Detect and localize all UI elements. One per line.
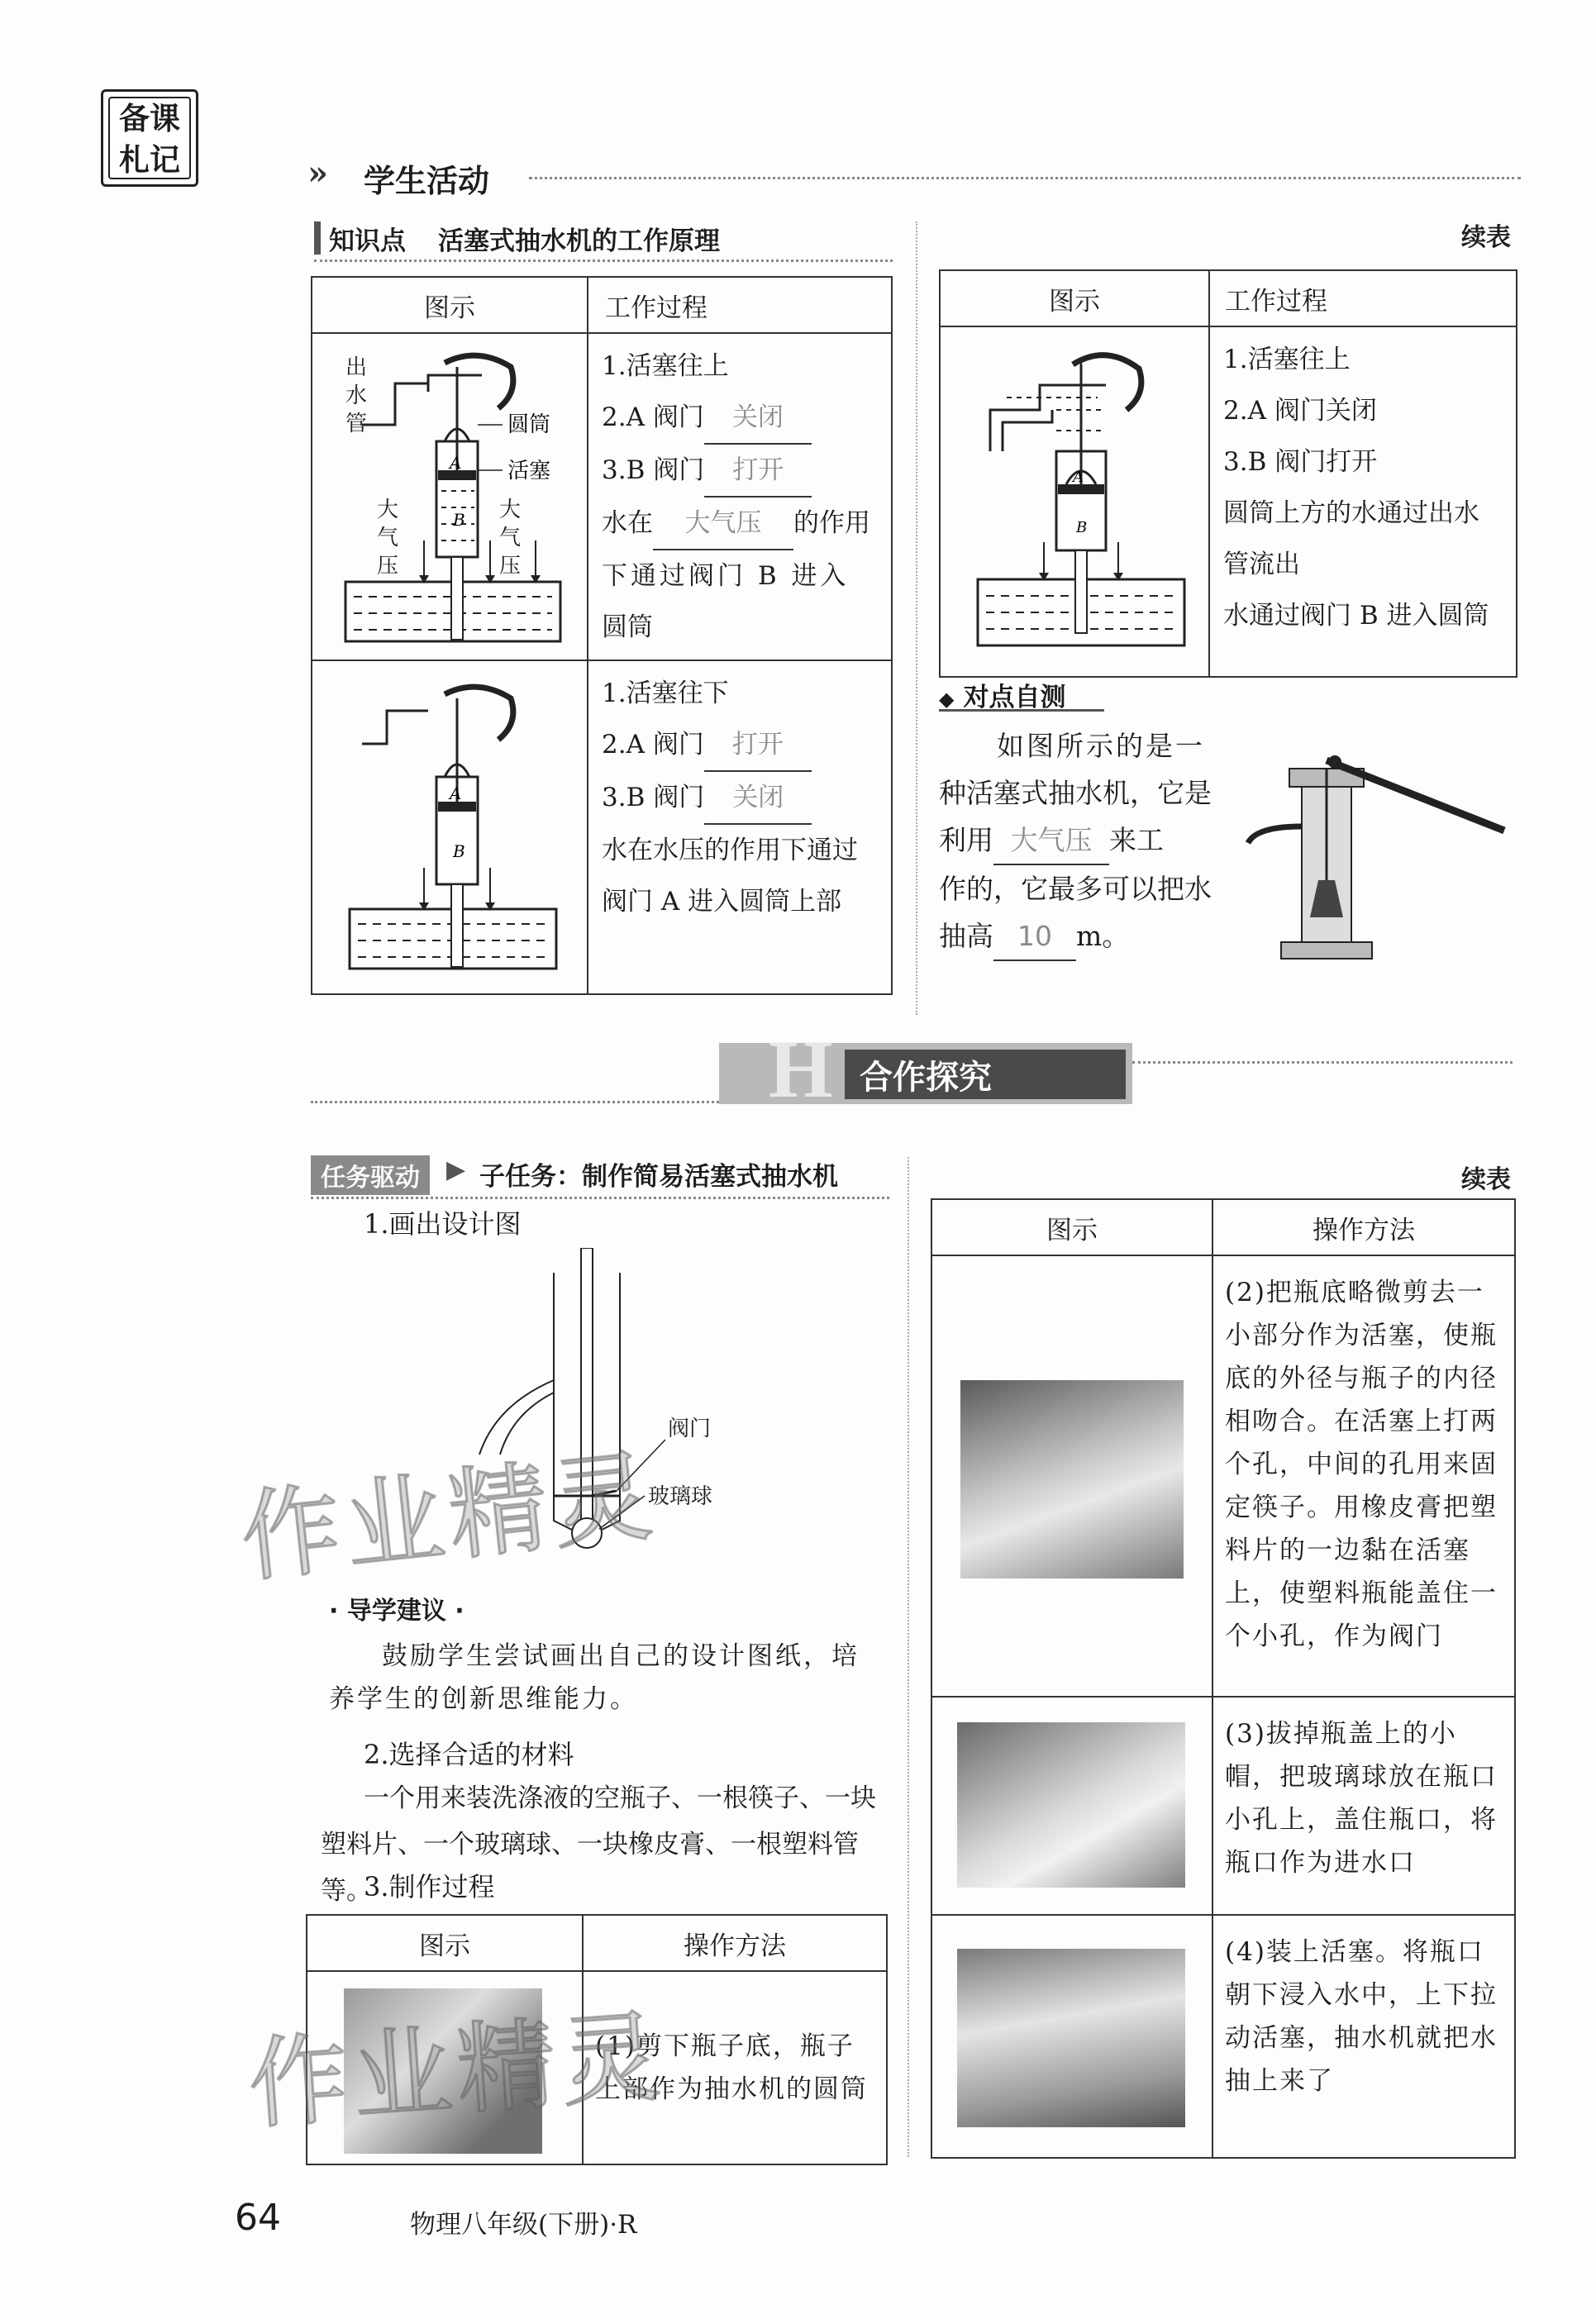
header-divider bbox=[529, 177, 1521, 179]
double-chevron-icon: » bbox=[307, 154, 328, 193]
op-3-text: (3)拔掉瓶盖上的小帽，把玻璃球放在瓶口小孔上，盖住瓶口，将瓶口作为进水口 bbox=[1225, 1719, 1498, 1878]
column-separator-lower bbox=[908, 1157, 909, 2157]
knowledge-point-label: 知识点 bbox=[329, 226, 406, 256]
row2-step2-answer: 打开 bbox=[704, 719, 812, 772]
page-number: 64 bbox=[235, 2197, 281, 2239]
process-cell-down bbox=[588, 660, 892, 994]
figure-cell-up bbox=[312, 333, 588, 660]
photo-cell-2 bbox=[931, 1255, 1212, 1697]
row2-step3: 3.B 阀门 关闭 bbox=[602, 772, 878, 825]
hand-pump-illustration bbox=[1232, 736, 1513, 967]
row1-step6: 圆筒 bbox=[602, 612, 653, 642]
photo-glass-ball bbox=[957, 1722, 1185, 1888]
principle-table-left bbox=[311, 276, 893, 995]
step-2-heading: 2.选择合适的材料 bbox=[364, 1739, 574, 1770]
materials-text: 一个用来装洗涤液的空瓶子、一根筷子、一块 塑料片、一个玻璃球、一块橡皮膏、一根塑料管等。 bbox=[321, 1783, 876, 1906]
row3-step3: 3.B 阀门打开 bbox=[1223, 447, 1378, 477]
diamond-icon: ◆ bbox=[939, 688, 955, 711]
valve-a-label: A bbox=[1073, 469, 1084, 486]
cylinder-label: 圆筒 bbox=[507, 412, 551, 437]
step-1-heading: 1.画出设计图 bbox=[364, 1208, 522, 1240]
photo-pumping-water bbox=[957, 1949, 1185, 2127]
row1-step5: 下通过阀门 B 进入 bbox=[602, 561, 850, 591]
atmosphere-label-left: 大 气 压 bbox=[377, 498, 399, 579]
column-separator bbox=[916, 221, 917, 1015]
knowledge-point-bar bbox=[314, 221, 321, 255]
principle-table-right: 图示 工作过程 A B 1.活塞往上 2.A 阀门关闭 3.B 阀门打开 圆筒上方的水通过出水 管流出 水通过阀门 B 进入圆筒 bbox=[939, 269, 1517, 678]
margin-note-line2: 札记 bbox=[119, 142, 180, 178]
piston-label: 活塞 bbox=[507, 459, 551, 483]
knowledge-divider bbox=[314, 260, 893, 262]
row1-step3: 3.B 阀门 打开 bbox=[602, 445, 878, 498]
row3-step4: 圆筒上方的水通过出水 bbox=[1223, 498, 1479, 528]
step-3-heading: 3.制作过程 bbox=[364, 1871, 495, 1902]
continued-label-bottom: 续表 bbox=[1461, 1165, 1511, 1194]
subtask-title: 子任务：制作简易活塞式抽水机 bbox=[479, 1162, 838, 1192]
guide-text: 鼓励学生尝试画出自己的设计图纸，培 养学生的创新思维能力。 bbox=[329, 1641, 860, 1714]
row2-step4: 水在水压的作用下通过 bbox=[602, 836, 858, 865]
row3-step5: 管流出 bbox=[1223, 550, 1300, 579]
row1-step3-answer: 打开 bbox=[704, 445, 812, 498]
row2-step1: 1.活塞往下 bbox=[602, 679, 729, 708]
valve-label: 阀门 bbox=[668, 1417, 712, 1441]
op-cell-4 bbox=[1212, 1915, 1515, 2158]
banner-letter: H bbox=[769, 1023, 833, 1115]
process-table-right: 图示 操作方法 (2)把瓶底略微剪去一小部分作为活塞，使瓶底的外径与瓶子的内径相吻合。在活塞上打两个孔，中间的孔用来固定筷子。用橡皮膏把塑料片的一边黏在活塞上，使塑料瓶能盖住一个小孔，作为阀门 (3)拔掉瓶盖上的小帽，把玻璃球放在瓶口小孔上，盖住瓶口，将瓶口作为进水口 (4)装上活塞。将瓶口朝下浸入水中，上下拉动活塞，抽水机就把水抽上来了 bbox=[931, 1198, 1516, 2159]
watermark: 作业精灵 bbox=[236, 1438, 662, 1597]
row2-step2: 2.A 阀门 打开 bbox=[602, 719, 878, 772]
row3-step2: 2.A 阀门关闭 bbox=[1223, 396, 1377, 426]
knowledge-point-title: 活塞式抽水机的工作原理 bbox=[438, 226, 720, 256]
valve-b-label: B bbox=[453, 510, 465, 530]
op-1-text: (1)剪下瓶子底，瓶子上部作为抽水机的圆筒 bbox=[595, 2031, 868, 2104]
pump-diagram-outflow bbox=[941, 327, 1207, 674]
self-test-answer-2: 10 bbox=[993, 912, 1076, 961]
op-cell-2 bbox=[1212, 1255, 1515, 1697]
self-test-question: 如图所示的是一 种活塞式抽水机，它是 利用 大气压 来工 作的，它最多可以把水 抽高 10 m。 bbox=[939, 722, 1236, 961]
self-test-label-box bbox=[939, 676, 1104, 712]
op-cell-3 bbox=[1212, 1697, 1515, 1915]
row2-step3-answer: 关闭 bbox=[704, 772, 812, 825]
row1-step1: 1.活塞往上 bbox=[602, 351, 729, 381]
watermark-2: 作业精灵 bbox=[245, 1999, 669, 2144]
col-header-figure: 图示 bbox=[312, 277, 588, 333]
row1-step4-answer: 大气压 bbox=[653, 498, 793, 550]
atmosphere-label-right: 大 气 压 bbox=[499, 498, 522, 579]
op-4-text: (4)装上活塞。将瓶口朝下浸入水中，上下拉动活塞，抽水机就把水抽上来了 bbox=[1225, 1937, 1498, 2096]
task-arrow-icon: ▶ bbox=[446, 1155, 466, 1184]
valve-b-label: B bbox=[1076, 519, 1088, 536]
valve-b-label: B bbox=[453, 841, 465, 861]
valve-a-label: A bbox=[450, 783, 462, 803]
process-table-left: 图示 操作方法 (1)剪下瓶子底，瓶子上部作为抽水机的圆筒 bbox=[306, 1914, 888, 2165]
book-title: 物理八年级(下册)·R bbox=[410, 2210, 637, 2240]
cooperation-divider-right bbox=[1132, 1061, 1513, 1064]
row3-step6: 水通过阀门 B 进入圆筒 bbox=[1223, 601, 1489, 631]
task-drive-badge: 任务驱动 bbox=[311, 1155, 430, 1195]
process-cell-up bbox=[588, 333, 892, 660]
guide-title: · 导学建议 · bbox=[329, 1597, 465, 1626]
process-cell-outflow bbox=[1209, 326, 1517, 677]
margin-note-box bbox=[101, 89, 198, 187]
photo-piston-making bbox=[960, 1380, 1184, 1579]
cooperation-divider-left bbox=[311, 1101, 774, 1103]
row3-step1: 1.活塞往上 bbox=[1223, 345, 1351, 374]
col-header-process: 工作过程 bbox=[588, 277, 892, 333]
row1-step2-answer: 关闭 bbox=[704, 392, 812, 445]
row1-step4: 水在 大气压 的作用 bbox=[602, 498, 878, 550]
photo-cell-4 bbox=[931, 1915, 1212, 2158]
pump-diagram-down bbox=[312, 661, 585, 992]
continued-label-top: 续表 bbox=[1461, 223, 1511, 252]
figure-cell-up-outflow bbox=[940, 326, 1209, 677]
glass-ball-label: 玻璃球 bbox=[648, 1484, 713, 1509]
student-activity-heading: 学生活动 bbox=[364, 163, 490, 199]
self-test-label: 对点自测 bbox=[963, 683, 1066, 712]
row2-step5: 阀门 A 进入圆筒上部 bbox=[602, 887, 842, 917]
valve-a-label: A bbox=[450, 453, 462, 473]
self-test-answer-1: 大气压 bbox=[993, 817, 1109, 865]
margin-note-line1: 备课 bbox=[119, 101, 180, 136]
photo-cell-3 bbox=[931, 1697, 1212, 1915]
cooperation-title: 合作探究 bbox=[860, 1059, 992, 1097]
task-divider bbox=[311, 1197, 889, 1199]
op-2-text: (2)把瓶底略微剪去一小部分作为活塞，使瓶底的外径与瓶子的内径相吻合。在活塞上打两个孔，中间的孔用来固定筷子。用橡皮膏把塑料片的一边黏在活塞上，使塑料瓶能盖住一个小孔，作为阀门 bbox=[1225, 1278, 1498, 1651]
row1-step2: 2.A 阀门 关闭 bbox=[602, 392, 878, 445]
outlet-pipe-label: 出 水 管 bbox=[345, 355, 368, 436]
figure-cell-down bbox=[312, 660, 588, 994]
